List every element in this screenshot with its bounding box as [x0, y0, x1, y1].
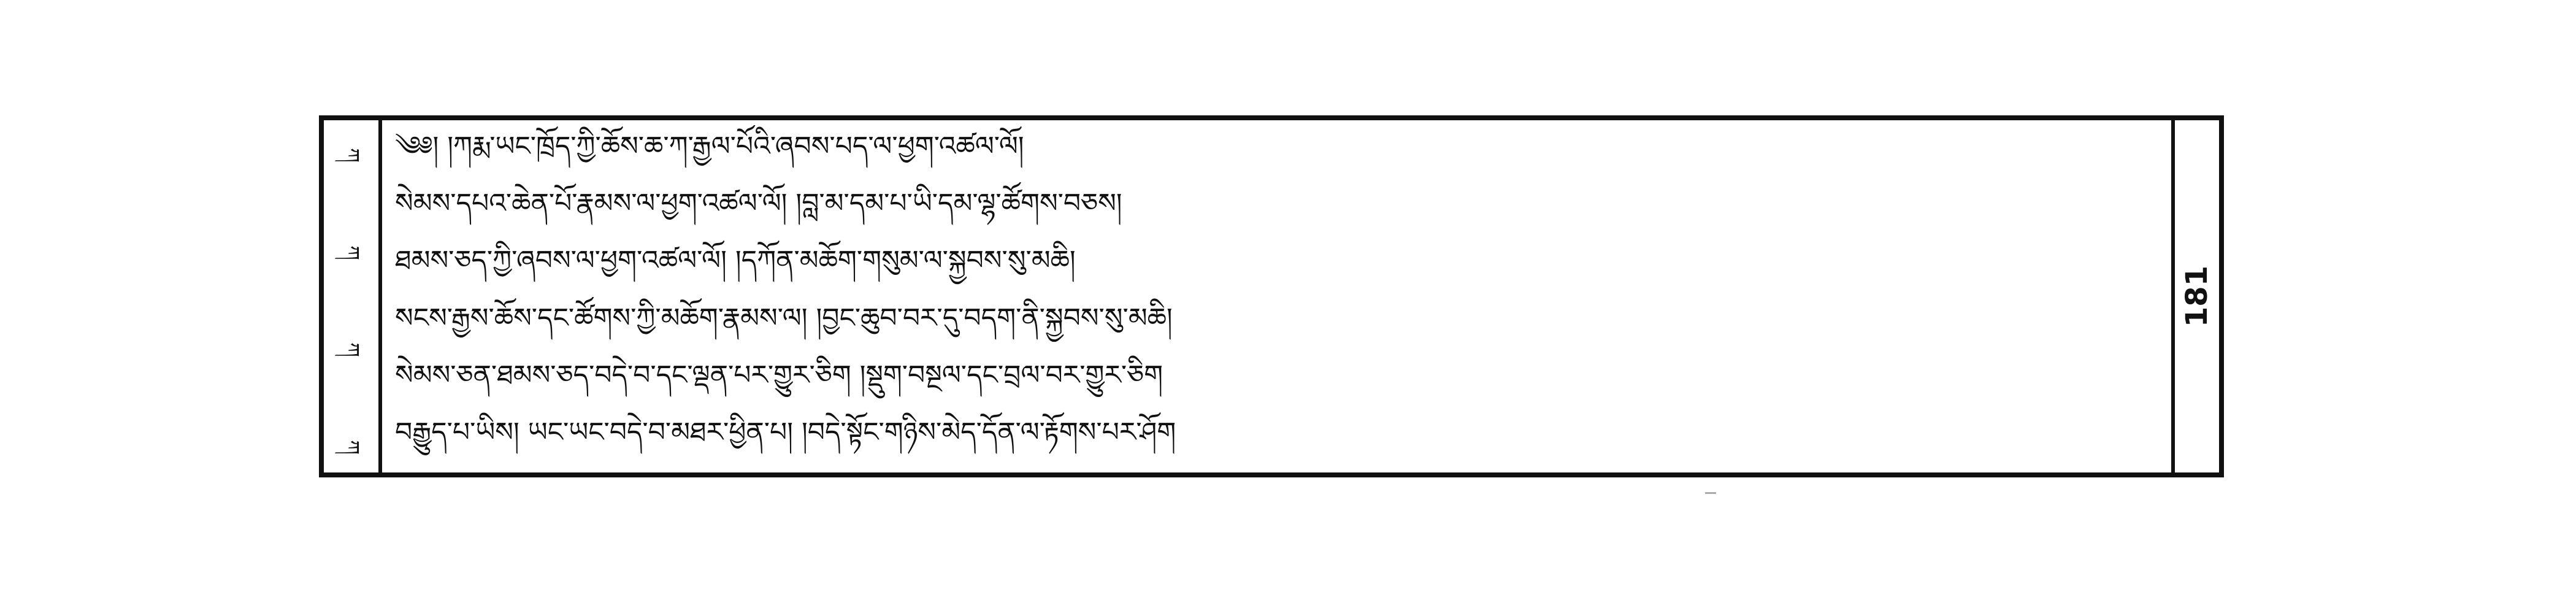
right-margin: [2171, 120, 2219, 472]
text-line-3: [395, 240, 2163, 297]
line-text: ཐམས་ཅད་ཀྱི་ཞབས་ལ་ཕྱག་འཚལ་ལོ། །དཀོན་མཆོག་གསུམ་ལ་སྐྱབས་སུ་མཆི།: [395, 245, 1076, 277]
margin-glyph: ཀ: [339, 342, 364, 358]
line-text: བརྒྱུད་པ་ཡིས། ཡང་ཡང་བདེ་བ་མཐར་ཕྱིན་པ། །བདེ་སྟོང་གཉིས་མེད་དོན་ལ་རྟོགས་པར་ཤོག: [395, 417, 1176, 449]
left-margin: [324, 120, 382, 472]
line-text: ༄༅། །ཀརྨ་ཡང་ཁྲོད་ཀྱི་ཆོས་ཆ་ཀ་རྒྱལ་པོའི་ཞབས་པད་ལ་ཕྱག་འཚལ་ལོ།: [395, 130, 1024, 162]
scan-mark: [1705, 492, 1716, 494]
margin-glyph: ཀ: [339, 245, 364, 260]
page-number: 181: [2180, 265, 2214, 328]
manuscript-folio: [319, 115, 2224, 477]
line-text: སེམས་དཔའ་ཆེན་པོ་རྣམས་ལ་ཕྱག་འཚལ་ལོ། །བླ་མ་དམ་པ་ཡི་དམ་ལྷ་ཚོགས་བཅས།: [395, 188, 1122, 219]
text-line-1: [395, 125, 2163, 182]
text-line-5: [395, 354, 2163, 411]
text-line-6: [395, 412, 2163, 469]
text-line-4: [395, 297, 2163, 354]
line-text: སེམས་ཅན་ཐམས་ཅད་བདེ་བ་དང་ལྡན་པར་གྱུར་ཅིག །སྡུག་བསྔལ་དང་བྲལ་བར་གྱུར་ཅིག: [395, 359, 1163, 391]
line-text: སངས་རྒྱས་ཆོས་དང་ཚོགས་ཀྱི་མཆོག་རྣམས་ལ། །བྱང་ཆུབ་བར་དུ་བདག་ནི་སྐྱབས་སུ་མཆི།: [395, 302, 1173, 334]
text-block: [395, 125, 2163, 469]
text-line-2: [395, 182, 2163, 239]
margin-label: [324, 145, 378, 458]
margin-glyph: ཀ: [339, 148, 364, 163]
margin-glyph: ཀ: [339, 440, 364, 455]
